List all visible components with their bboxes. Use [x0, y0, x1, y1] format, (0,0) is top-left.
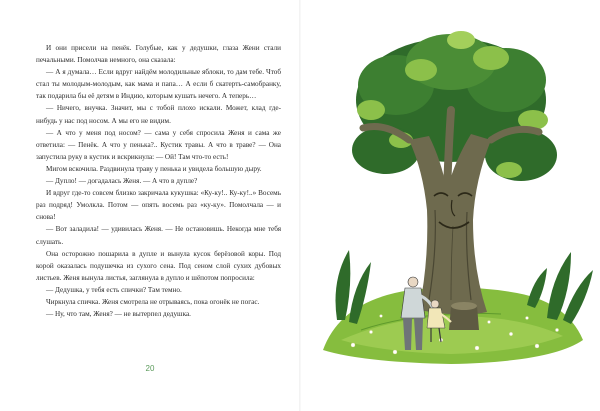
- paragraph-7: И вдруг где-то совсем близко закричала кукушка: «Ку-ку!.. Ку-ку!..» Восемь раз подряд! Умолкла. Потом — опять восемь раз «ку-ку». Помолчала — и снова!: [36, 189, 281, 222]
- paragraph-10: — Дедушка, у тебя есть спички? Там темно.: [46, 285, 182, 294]
- page-number: 20: [145, 364, 155, 373]
- story-text: [36, 42, 281, 320]
- paragraph-1: И они присели на пенёк. Голубые, как у дедушки, глаза Жени стали печальными. Помолчав немного, она сказала:: [36, 44, 281, 65]
- paragraph-3: — Ничего, внучка. Значит, мы с тобой плохо искали. Может, клад где-нибудь у нас под носом. А мы его не видим.: [36, 104, 281, 125]
- paragraph-6: — Дупло! — догадалась Женя. — А что в дупле?: [46, 177, 198, 186]
- stump: [449, 302, 479, 330]
- paragraph-4: — А что у меня под носом? — сама у себя спросила Женя и сама же ответила: — Пенёк. А что у пенька?.. Кустик травы. А что в траве? — Она запустила руку в кустик и вскрикнула: — Ой! Там что-то есть!: [36, 128, 281, 161]
- oak-canopy: [352, 31, 557, 181]
- paragraph-8: — Вот заладила! — удивилась Женя. — Не остановишь. Некогда мне тебя слушать.: [36, 225, 281, 246]
- paragraph-12: — Ну, что там, Женя? — не вытерпел дедушка.: [46, 310, 191, 319]
- paragraph-9: Она осторожно пошарила в дупле и вынула кусок берёзовой коры. Под корой оказалась подушечка из сухого сена. Под сеном слой сухих дубовых листьев. Женя вынула листья, заглянула в дупло и шёпотом попросила:: [36, 249, 281, 282]
- oak-tree-illustration: [301, 0, 600, 411]
- paragraph-2: — А я думала… Если вдруг найдём молодильные яблоки, то дам тебе. Чтоб стал ты молодым-молодым, как мама и папа… А если б скатерть-самобранку, так подарила бы её детям в Индию, которым кушать нечего. А теперь…: [36, 68, 281, 101]
- paragraph-5: Мигом вскочила. Раздвинула траву у пенька и увидела большую дыру.: [46, 164, 262, 173]
- paragraph-11: Чиркнула спичка. Женя смотрела не отрываясь, пока огонёк не погас.: [46, 297, 260, 306]
- right-page: [301, 0, 600, 411]
